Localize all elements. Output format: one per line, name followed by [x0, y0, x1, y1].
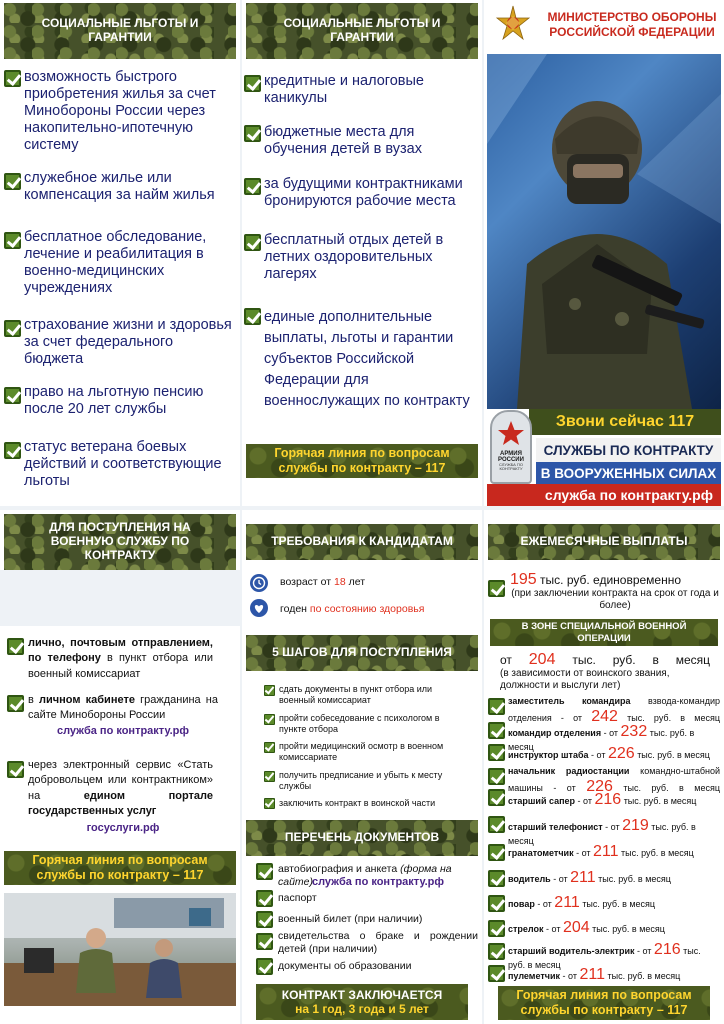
- check-icon: [256, 911, 273, 928]
- monthly-payment-note: (в зависимости от воинского звания, должности и выслуги лет): [500, 668, 670, 691]
- benefit-item: служебное жилье или компенсация за найм жилья: [24, 170, 215, 203]
- pay-row: командир отделения - от 232 тыс. руб. в месяц: [508, 723, 695, 752]
- health-requirement: годен по состоянию здоровья: [280, 603, 425, 615]
- check-icon: [244, 234, 261, 251]
- check-icon: [256, 863, 273, 880]
- contract-banner: [256, 984, 468, 1020]
- check-icon: [264, 742, 275, 753]
- check-icon: [256, 933, 273, 950]
- clock-icon: [250, 574, 268, 592]
- check-icon: [244, 75, 261, 92]
- check-icon: [488, 965, 505, 982]
- benefit-item: бесплатное обследование, лечение и реабилитация в военно-медицинских учреждениях: [24, 229, 207, 296]
- ministry-title: МИНИСТЕРСТВО ОБОРОНЫ РОССИЙСКОЙ ФЕДЕРАЦИИ: [547, 10, 717, 39]
- docs-header: ПЕРЕЧЕНЬ ДОКУМЕНТОВ: [246, 820, 478, 856]
- recruitment-photo: [4, 893, 236, 1006]
- site-link[interactable]: служба по контракту.рф: [56, 725, 190, 737]
- check-icon: [4, 442, 21, 459]
- ministry-emblem: [492, 4, 534, 48]
- doc-item: документы об образовании: [278, 960, 412, 972]
- check-icon: [264, 685, 275, 696]
- step-item: пройти медицинский осмотр в военном комиссариате: [279, 741, 444, 763]
- pay-row: старший сапер - от 216 тыс. руб. в месяц: [508, 791, 697, 808]
- doc-item: автобиография и анкета (форма на сайте): [278, 863, 452, 889]
- docs-site-link[interactable]: служба по контракту.рф: [311, 876, 445, 888]
- doc-item: военный билет (при наличии): [278, 913, 423, 925]
- check-icon: [4, 232, 21, 249]
- panel-benefits-1: [0, 0, 240, 506]
- pay-row: старший водитель-электрик - от 216 тыс. руб. в месяц: [508, 941, 701, 970]
- hotline-banner: Горячая линия по вопросам службы по контракту – 117: [4, 851, 236, 885]
- check-icon: [488, 768, 505, 785]
- pay-row: водитель - от 211 тыс. руб. в месяц: [508, 869, 671, 886]
- badge-mid: РОССИИ: [498, 457, 524, 463]
- benefits-header-1: СОЦИАЛЬНЫЕ ЛЬГОТЫ И ГАРАНТИИ: [4, 3, 236, 59]
- soldier-photo: [487, 54, 721, 409]
- check-icon: [488, 744, 505, 761]
- panel-payments: [484, 510, 724, 1024]
- check-icon: [488, 698, 505, 715]
- contract-title: КОНТРАКТ ЗАКЛЮЧАЕТСЯ: [281, 987, 443, 1002]
- gosuslugi-link[interactable]: госуслуги.рф: [86, 822, 160, 834]
- age-requirement: возраст от 18 лет: [280, 576, 366, 588]
- step-item: получить предписание и убыть к месту службы: [279, 770, 443, 792]
- check-icon: [488, 844, 505, 861]
- check-icon: [488, 920, 505, 937]
- benefit-item: статус ветерана боевых действий и соответствующие льготы: [24, 439, 222, 489]
- check-icon: [488, 943, 505, 960]
- benefit-item: кредитные и налоговые каникулы: [264, 73, 424, 106]
- site-banner: служба по контракту.рф: [487, 484, 721, 506]
- steps-header: 5 ШАГОВ ДЛЯ ПОСТУПЛЕНИЯ: [246, 635, 478, 671]
- benefit-item: возможность быстрого приобретения жилья за счет Минобороны России через накопительно-ипотечную систему: [24, 69, 216, 153]
- step-item: сдать документы в пункт отбора или военный комиссариат: [279, 684, 433, 706]
- pay-row: заместитель командира взвода-командир отделения - от 242 тыс. руб. в месяц: [508, 696, 720, 726]
- apply-header: ДЛЯ ПОСТУПЛЕНИЯ НА ВОЕННУЮ СЛУЖБУ ПО КОНТРАКТУ: [4, 514, 236, 570]
- badge-top: АРМИЯ: [500, 451, 522, 457]
- panel-how-to-apply: [0, 510, 240, 1024]
- step-item: пройти собеседование с психологом в пункте отбора: [279, 713, 440, 735]
- check-icon: [256, 958, 273, 975]
- benefit-item: за будущими контрактниками бронируются рабочие места: [264, 176, 463, 209]
- check-icon: [7, 695, 24, 712]
- pay-row: инструктор штаба - от 226 тыс. руб. в месяц: [508, 745, 710, 762]
- benefit-item: страхование жизни и здоровья за счет федерального бюджета: [24, 317, 232, 367]
- check-icon: [264, 798, 275, 809]
- check-icon: [244, 308, 261, 325]
- panel-cover: [484, 0, 724, 506]
- check-icon: [244, 125, 261, 142]
- svo-zone-banner: В ЗОНЕ СПЕЦИАЛЬНОЙ ВОЕННОЙ ОПЕРАЦИИ: [490, 619, 718, 646]
- apply-spacer: [0, 570, 240, 626]
- doc-item: свидетельства о браке и рождении детей (при наличии): [278, 930, 478, 956]
- lump-sum-note: (при заключении контракта на срок от года и более): [511, 588, 719, 611]
- panel-benefits-2: [242, 0, 482, 506]
- heart-icon: [250, 599, 268, 617]
- benefit-item: бесплатный отдых детей в летних оздоровительных лагерях: [264, 232, 444, 282]
- check-icon: [7, 761, 24, 778]
- hotline-banner: Горячая линия по вопросам службы по контракту – 117: [246, 444, 478, 478]
- check-icon: [488, 722, 505, 739]
- payments-header: ЕЖЕМЕСЯЧНЫЕ ВЫПЛАТЫ: [488, 524, 720, 560]
- benefits-header-2: СОЦИАЛЬНЫЕ ЛЬГОТЫ И ГАРАНТИИ: [246, 3, 478, 59]
- contract-terms: на 1 год, 3 года и 5 лет: [295, 1002, 429, 1016]
- pay-row: старший телефонист - от 219 тыс. руб. в месяц: [508, 817, 696, 846]
- service-line-1: СЛУЖБЫ ПО КОНТРАКТУ: [536, 438, 721, 462]
- army-badge: [490, 410, 532, 484]
- pay-row: пулеметчик - от 211 тыс. руб. в месяц: [508, 966, 681, 983]
- pay-row: гранатометчик - от 211 тыс. руб. в месяц: [508, 843, 694, 860]
- check-icon: [4, 173, 21, 190]
- check-icon: [4, 70, 21, 87]
- check-icon: [244, 178, 261, 195]
- lump-sum-payment: 195 тыс. руб. единовременно: [510, 571, 682, 588]
- benefit-item: право на льготную пенсию после 20 лет службы: [24, 384, 204, 417]
- check-icon: [264, 714, 275, 725]
- check-icon: [488, 870, 505, 887]
- apply-method-3: через электронный сервис «Стать добровольцем или контрактником» на едином портале государственных услуг: [28, 759, 213, 818]
- check-icon: [488, 789, 505, 806]
- doc-item: паспорт: [278, 892, 317, 904]
- pay-row: стрелок - от 204 тыс. руб. в месяц: [508, 919, 665, 936]
- check-icon: [488, 816, 505, 833]
- check-icon: [256, 890, 273, 907]
- check-icon: [264, 771, 275, 782]
- badge-bottom: СЛУЖБА ПО КОНТРАКТУ: [499, 462, 523, 471]
- panel-requirements: [242, 510, 482, 1024]
- step-item: заключить контракт в воинской части: [279, 798, 436, 808]
- requirements-header: ТРЕБОВАНИЯ К КАНДИДАТАМ: [246, 524, 478, 560]
- monthly-payment: от 204 тыс. руб. в месяц: [500, 651, 710, 668]
- check-icon: [488, 580, 505, 597]
- apply-method-1: лично, почтовым отправлением, по телефону в пункт отбора или военный комиссариат: [28, 637, 213, 680]
- pay-row: начальник радиостанции командно-штабной машины - от 226 тыс. руб. в месяц: [508, 766, 720, 796]
- service-line-2: В ВООРУЖЕННЫХ СИЛАХ: [536, 462, 721, 484]
- pay-row: повар - от 211 тыс. руб. в месяц: [508, 894, 656, 911]
- check-icon: [4, 387, 21, 404]
- check-icon: [7, 638, 24, 655]
- hotline-banner: Горячая линия по вопросам службы по контракту – 117: [498, 986, 710, 1020]
- check-icon: [488, 895, 505, 912]
- benefit-item: бюджетные места для обучения детей в вузах: [264, 124, 422, 157]
- check-icon: [4, 320, 21, 337]
- apply-method-2: в личном кабинете гражданина на сайте Минобороны России: [28, 694, 218, 722]
- benefit-item: единые дополнительные выплаты, льготы и гарантии субъектов Российской Федерации для военнослужащих по контракту: [264, 309, 470, 410]
- call-banner: Звони сейчас 117: [529, 409, 721, 435]
